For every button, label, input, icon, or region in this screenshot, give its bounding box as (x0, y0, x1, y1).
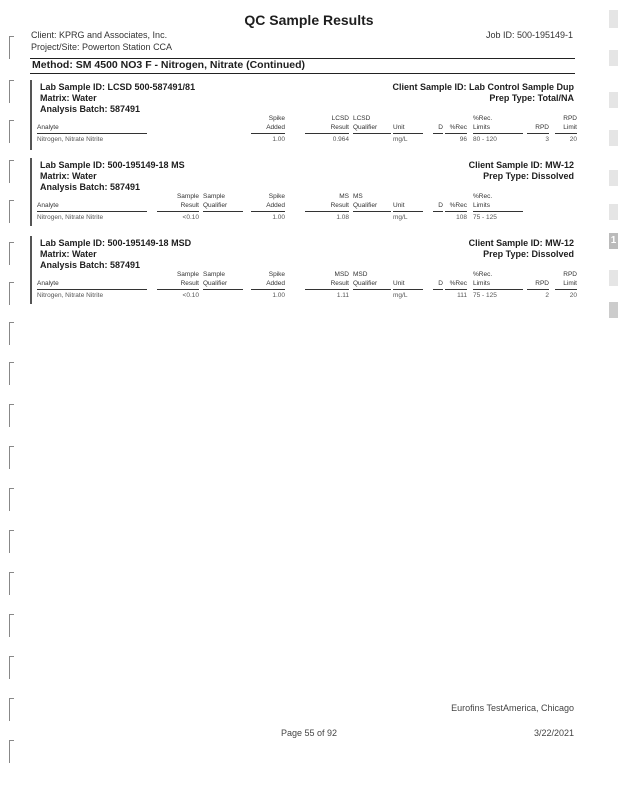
margin-bracket (9, 488, 14, 511)
analysis-batch: Analysis Batch: 587491 (40, 260, 141, 270)
header-underline (251, 211, 285, 212)
cell-analyte: Nitrogen, Nitrate Nitrite (37, 136, 104, 143)
margin-bracket (9, 362, 14, 385)
col-header-s_result: Result (180, 202, 199, 209)
header-underline (433, 133, 443, 134)
margin-bracket (9, 656, 14, 679)
header-underline (433, 289, 443, 290)
header-underline (393, 211, 423, 212)
margin-bracket (9, 740, 14, 763)
header-underline (203, 211, 243, 212)
col-header-lim: Limits (473, 202, 490, 209)
col-header-d: D (438, 124, 443, 131)
side-tab (609, 270, 618, 286)
cell-s_result: <0.10 (182, 292, 199, 299)
col-header-s_qual: Sample (203, 193, 226, 200)
header-underline (445, 211, 467, 212)
col-header-qual: Qualifier (353, 280, 378, 287)
header-underline (353, 289, 391, 290)
col-header-qual: Qualifier (353, 124, 378, 131)
col-header-qual: MS (353, 193, 363, 200)
col-header-d: D (438, 202, 443, 209)
cell-spike: 1.00 (272, 136, 285, 143)
lab-sample-id: Lab Sample ID: 500-195149-18 MSD (40, 238, 192, 248)
cell-lim: 75 - 125 (473, 214, 497, 221)
cell-res: 0.964 (332, 136, 349, 143)
header-underline (37, 133, 147, 134)
col-header-s_result: Sample (176, 193, 199, 200)
header-underline (445, 133, 467, 134)
col-header-qual: Qualifier (353, 202, 378, 209)
col-header-res: MSD (334, 271, 349, 278)
page-number: Page 55 of 92 (280, 728, 338, 738)
col-header-lim: %Rec. (473, 271, 493, 278)
header-underline (555, 289, 577, 290)
side-tab (609, 204, 618, 220)
cell-rpd: 2 (545, 292, 549, 299)
side-tab (609, 170, 618, 186)
cell-res: 1.08 (336, 214, 349, 221)
col-header-rpdl: RPD (563, 271, 577, 278)
col-header-lim: %Rec. (473, 193, 493, 200)
col-header-rec: %Rec (449, 124, 467, 131)
side-tab (609, 10, 618, 28)
header-underline (251, 133, 285, 134)
col-header-lim: %Rec. (473, 115, 493, 122)
col-header-spike: Added (266, 280, 285, 287)
margin-bracket (9, 530, 14, 553)
col-header-rpdl: Limit (563, 124, 577, 131)
cell-unit: mg/L (393, 136, 408, 143)
client-sample-id: Client Sample ID: Lab Control Sample Dup (392, 82, 574, 92)
sample-block (30, 158, 577, 226)
side-tab (609, 92, 618, 108)
prep-type: Prep Type: Dissolved (483, 171, 574, 181)
header-underline (527, 289, 549, 290)
page-title: QC Sample Results (244, 12, 374, 28)
cell-rpdl: 20 (569, 292, 577, 299)
header-underline (473, 211, 523, 212)
lab-sample-id: Lab Sample ID: LCSD 500-587491/81 (40, 82, 196, 92)
col-header-unit: Unit (393, 124, 405, 131)
col-header-analyte: Analyte (37, 202, 59, 209)
col-header-s_result: Sample (176, 271, 199, 278)
header-underline (305, 133, 349, 134)
col-header-rec: %Rec (449, 280, 467, 287)
cell-rec: 111 (457, 292, 467, 299)
analysis-batch: Analysis Batch: 587491 (40, 104, 141, 114)
cell-lim: 75 - 125 (473, 292, 497, 299)
col-header-s_qual: Qualifier (203, 280, 228, 287)
cell-unit: mg/L (393, 292, 408, 299)
header-underline (157, 211, 199, 212)
col-header-spike: Spike (268, 271, 285, 278)
col-header-rpdl: Limit (563, 280, 577, 287)
col-header-s_result: Result (180, 280, 199, 287)
col-header-rpd: RPD (535, 280, 549, 287)
matrix: Matrix: Water (40, 93, 97, 103)
header-underline (433, 211, 443, 212)
header-underline (37, 289, 147, 290)
col-header-qual: LCSD (353, 115, 371, 122)
col-header-s_qual: Qualifier (203, 202, 228, 209)
prep-type: Prep Type: Total/NA (489, 93, 574, 103)
cell-spike: 1.00 (272, 214, 285, 221)
col-header-spike: Spike (268, 193, 285, 200)
cell-analyte: Nitrogen, Nitrate Nitrite (37, 292, 104, 299)
margin-bracket (9, 242, 14, 265)
header-underline (393, 289, 423, 290)
side-tab (609, 302, 618, 318)
cell-rpd: 3 (545, 136, 549, 143)
prep-type: Prep Type: Dissolved (483, 249, 574, 259)
col-header-analyte: Analyte (37, 280, 59, 287)
margin-bracket (9, 614, 14, 637)
col-header-res: Result (330, 280, 349, 287)
col-header-res: MS (339, 193, 349, 200)
header-underline (393, 133, 423, 134)
cell-s_result: <0.10 (182, 214, 199, 221)
col-header-unit: Unit (393, 202, 405, 209)
margin-bracket (9, 160, 14, 183)
col-header-res: Result (330, 202, 349, 209)
client-sample-id: Client Sample ID: MW-12 (468, 238, 574, 248)
col-header-spike: Added (266, 124, 285, 131)
margin-bracket (9, 446, 14, 469)
margin-bracket (9, 120, 14, 143)
col-header-res: Result (330, 124, 349, 131)
report-date: 3/22/2021 (533, 728, 574, 738)
matrix: Matrix: Water (40, 171, 97, 181)
lab-name: Eurofins TestAmerica, Chicago (451, 703, 574, 713)
header-underline (555, 133, 577, 134)
cell-rec: 108 (456, 214, 467, 221)
header-underline (527, 133, 549, 134)
matrix: Matrix: Water (40, 249, 97, 259)
cell-analyte: Nitrogen, Nitrate Nitrite (37, 214, 104, 221)
client-sample-id: Client Sample ID: MW-12 (468, 160, 574, 170)
col-header-d: D (438, 280, 443, 287)
project-site: Project/Site: Powerton Station CCA (31, 42, 173, 52)
header-underline (203, 289, 243, 290)
col-header-unit: Unit (393, 280, 405, 287)
col-header-lim: Limits (473, 280, 490, 287)
cell-lim: 80 - 120 (473, 136, 497, 143)
col-header-analyte: Analyte (37, 124, 59, 131)
side-tab (609, 130, 618, 146)
col-header-s_qual: Sample (203, 271, 226, 278)
margin-bracket (9, 572, 14, 595)
header-underline (251, 289, 285, 290)
header-underline (157, 289, 199, 290)
cell-res: 1.11 (336, 292, 349, 299)
job-id: Job ID: 500-195149-1 (485, 30, 573, 40)
header-underline (305, 289, 349, 290)
client-name: Client: KPRG and Associates, Inc. (31, 30, 168, 40)
margin-bracket (9, 404, 14, 427)
header-underline (473, 289, 523, 290)
cell-spike: 1.00 (272, 292, 285, 299)
cell-unit: mg/L (393, 214, 408, 221)
header-underline (37, 211, 147, 212)
margin-bracket (9, 36, 14, 59)
lab-sample-id: Lab Sample ID: 500-195149-18 MS (40, 160, 185, 170)
margin-bracket (9, 698, 14, 721)
section-number-tab: 1 (609, 233, 618, 249)
col-header-rpdl: RPD (563, 115, 577, 122)
col-header-qual: MSD (353, 271, 368, 278)
header-underline (473, 133, 523, 134)
analysis-batch: Analysis Batch: 587491 (40, 182, 141, 192)
header-underline (305, 211, 349, 212)
col-header-rec: %Rec (449, 202, 467, 209)
cell-rec: 96 (459, 136, 467, 143)
sample-block (30, 80, 577, 150)
header-underline (353, 211, 391, 212)
header-underline (353, 133, 391, 134)
margin-bracket (9, 200, 14, 223)
sample-block (30, 236, 577, 304)
margin-bracket (9, 282, 14, 305)
col-header-lim: Limits (473, 124, 490, 131)
header-underline (445, 289, 467, 290)
margin-bracket (9, 322, 14, 345)
col-header-spike: Added (266, 202, 285, 209)
side-tab (609, 50, 618, 66)
col-header-spike: Spike (268, 115, 285, 122)
margin-bracket (9, 80, 14, 103)
col-header-res: LCSD (331, 115, 349, 122)
col-header-rpd: RPD (535, 124, 549, 131)
method-title: Method: SM 4500 NO3 F - Nitrogen, Nitrate (Continued) (32, 59, 306, 71)
cell-rpdl: 20 (569, 136, 577, 143)
